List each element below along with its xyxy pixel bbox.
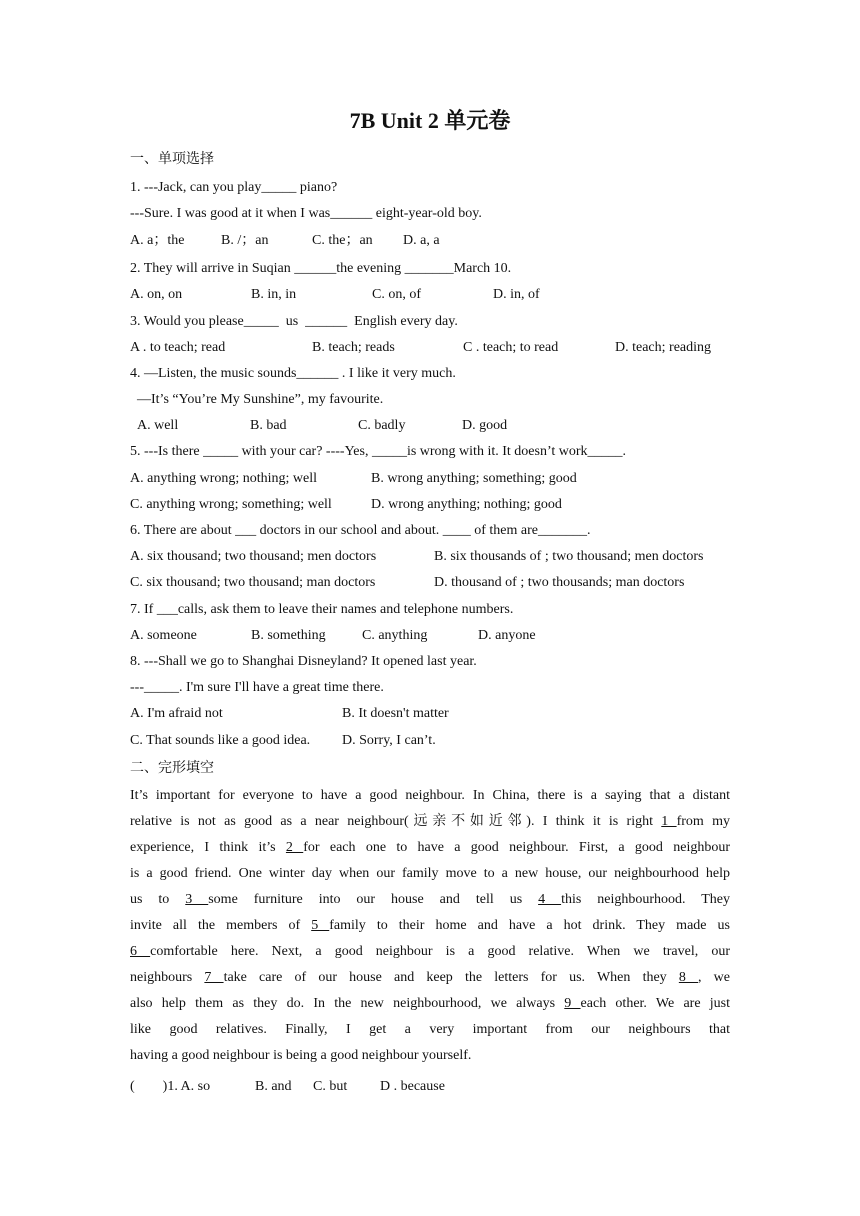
question-7-option-b: B. something [251, 628, 326, 643]
question-2-option-d: D. in, of [493, 287, 540, 302]
question-5-option-b: B. wrong anything; something; good [371, 471, 577, 486]
blank-3: 3 [185, 892, 209, 907]
question-8-option-b: B. It doesn't matter [342, 706, 449, 721]
question-2-option-c: C. on, of [372, 287, 421, 302]
question-1-option-b: B. /；an [221, 233, 269, 248]
blank-1: 1 [661, 814, 677, 829]
blank-2: 2 [285, 840, 304, 855]
question-8-option-d: D. Sorry, I can’t. [342, 733, 436, 748]
cloze-question-1: ( )1. A. so [130, 1079, 211, 1094]
question-4-option-c: C. badly [358, 418, 406, 433]
question-1-stem: 1. ---Jack, can you play_____ piano? [130, 180, 338, 195]
cloze-passage [130, 783, 730, 1069]
question-6-option-d: D. thousand of ; two thousands; man doctors [434, 575, 685, 590]
question-5-option-c: C. anything wrong; something; well [130, 497, 332, 512]
question-5-option-d: D. wrong anything; nothing; good [371, 497, 562, 512]
passage-text: some furniture into our house and tell us [208, 892, 539, 907]
cloze-question-1-option-c: C. but [313, 1079, 348, 1094]
question-7-option-d: D. anyone [478, 628, 536, 643]
question-5-option-a: A. anything wrong; nothing; well [130, 471, 318, 486]
question-6-stem: 6. There are about ___ doctors in our school and about. ____ of them are_______. [130, 523, 591, 538]
question-3-stem: 3. Would you please_____ us ______ English every day. [130, 314, 458, 329]
passage-text: this neighbourhood. They [561, 892, 731, 907]
passage-text: from my [676, 814, 731, 829]
question-1-option-a: A. a；the [130, 233, 185, 248]
passage-line [130, 861, 730, 887]
question-8-option-c: C. That sounds like a good idea. [130, 733, 311, 748]
passage-text: neighbours [130, 970, 205, 985]
question-7-option-c: C. anything [362, 628, 428, 643]
passage-text: , we [698, 970, 731, 985]
question-8-stem-2: ---_____. I'm sure I'll have a great time there. [130, 680, 384, 695]
passage-line [130, 887, 730, 913]
question-4-option-d: D. good [462, 418, 508, 433]
question-6-option-b: B. six thousands of ; two thousand; men doctors [434, 549, 704, 564]
question-1-stem-2: ---Sure. I was good at it when I was______ eight-year-old boy. [130, 206, 482, 221]
passage-line [130, 1043, 730, 1069]
passage-text: It’s important for everyone to have a good neighbour. In China, there is a saying that a distant [130, 788, 730, 803]
blank-8: 8 [678, 970, 699, 985]
passage-text: each other. We are just [580, 996, 730, 1011]
page-title: 7B Unit 2 单元卷 [349, 108, 511, 133]
question-6-option-a: A. six thousand; two thousand; men doctors [130, 549, 377, 564]
passage-line [130, 809, 730, 835]
question-4-stem: 4. —Listen, the music sounds______ . I like it very much. [130, 366, 456, 381]
question-3-option-c: C . teach; to read [463, 340, 559, 355]
passage-text: take care of our house and keep the letters for us. When they [223, 970, 679, 985]
question-2-option-b: B. in, in [251, 287, 297, 302]
passage-text: from our neighbours that [545, 1022, 730, 1037]
section-heading-single-choice: 一、单项选择 [130, 151, 214, 167]
passage-line [130, 939, 730, 965]
blank-5: 5 [311, 918, 330, 933]
question-2-stem: 2. They will arrive in Suqian ______the evening _______March 10. [130, 261, 512, 276]
question-4-stem-2: —It’s “You’re My Sunshine”, my favourite. [130, 392, 384, 407]
passage-line [130, 965, 730, 991]
passage-text: us to [130, 892, 186, 907]
question-6-option-c: C. six thousand; two thousand; man doctors [130, 575, 376, 590]
passage-text: family to their home and have a hot drink. They made us [329, 918, 730, 933]
question-7-option-a: A. someone [130, 628, 197, 643]
blank-4: 4 [538, 892, 562, 907]
passage-text: is a good friend. One winter day when our family move to a new house, our neighbourhood help [130, 866, 730, 881]
question-5-stem: 5. ---Is there _____ with your car? ----Yes, _____is wrong with it. It doesn’t work_____. [130, 444, 627, 459]
passage-line [130, 913, 730, 939]
passage-text: like good relatives. Finally, I get a very important [130, 1022, 546, 1037]
passage-line [130, 991, 730, 1017]
blank-9: 9 [564, 996, 581, 1011]
passage-line [130, 835, 730, 861]
passage-text: comfortable here. Next, a good neighbour is a good relative. When we travel, our [150, 944, 730, 959]
passage-text: relative is not as good as a near neighbour(远亲不如近邻). I think it is right [130, 814, 662, 829]
blank-6: 6 [130, 944, 151, 959]
cloze-question-1-option-b: B. and [255, 1079, 292, 1094]
passage-text: having a good neighbour is being a good neighbour yourself. [130, 1048, 472, 1063]
question-4-option-b: B. bad [250, 418, 287, 433]
passage-line [130, 1017, 730, 1043]
question-1-option-d: D. a, a [403, 233, 440, 248]
passage-text: experience, I think it’s [130, 840, 286, 855]
question-7-stem: 7. If ___calls, ask them to leave their names and telephone numbers. [130, 602, 514, 617]
passage-text: also help them as they do. In the new neighbourhood, we always [130, 996, 565, 1011]
question-8-stem: 8. ---Shall we go to Shanghai Disneyland? It opened last year. [130, 654, 477, 669]
passage-text: invite all the members of [130, 918, 312, 933]
question-4-option-a: A. well [137, 418, 179, 433]
question-1-option-c: C. the；an [312, 233, 373, 248]
question-8-option-a: A. I'm afraid not [130, 706, 223, 721]
section-heading-cloze: 二、完形填空 [130, 760, 214, 776]
question-2-option-a: A. on, on [130, 287, 183, 302]
passage-line [130, 783, 730, 809]
question-3-option-a: A . to teach; read [130, 340, 226, 355]
cloze-question-1-option-d: D . because [380, 1079, 445, 1094]
passage-text: for each one to have a good neighbour. First, a good neighbour [303, 840, 730, 855]
blank-7: 7 [204, 970, 224, 985]
question-3-option-d: D. teach; reading [615, 340, 712, 355]
question-3-option-b: B. teach; reads [312, 340, 395, 355]
